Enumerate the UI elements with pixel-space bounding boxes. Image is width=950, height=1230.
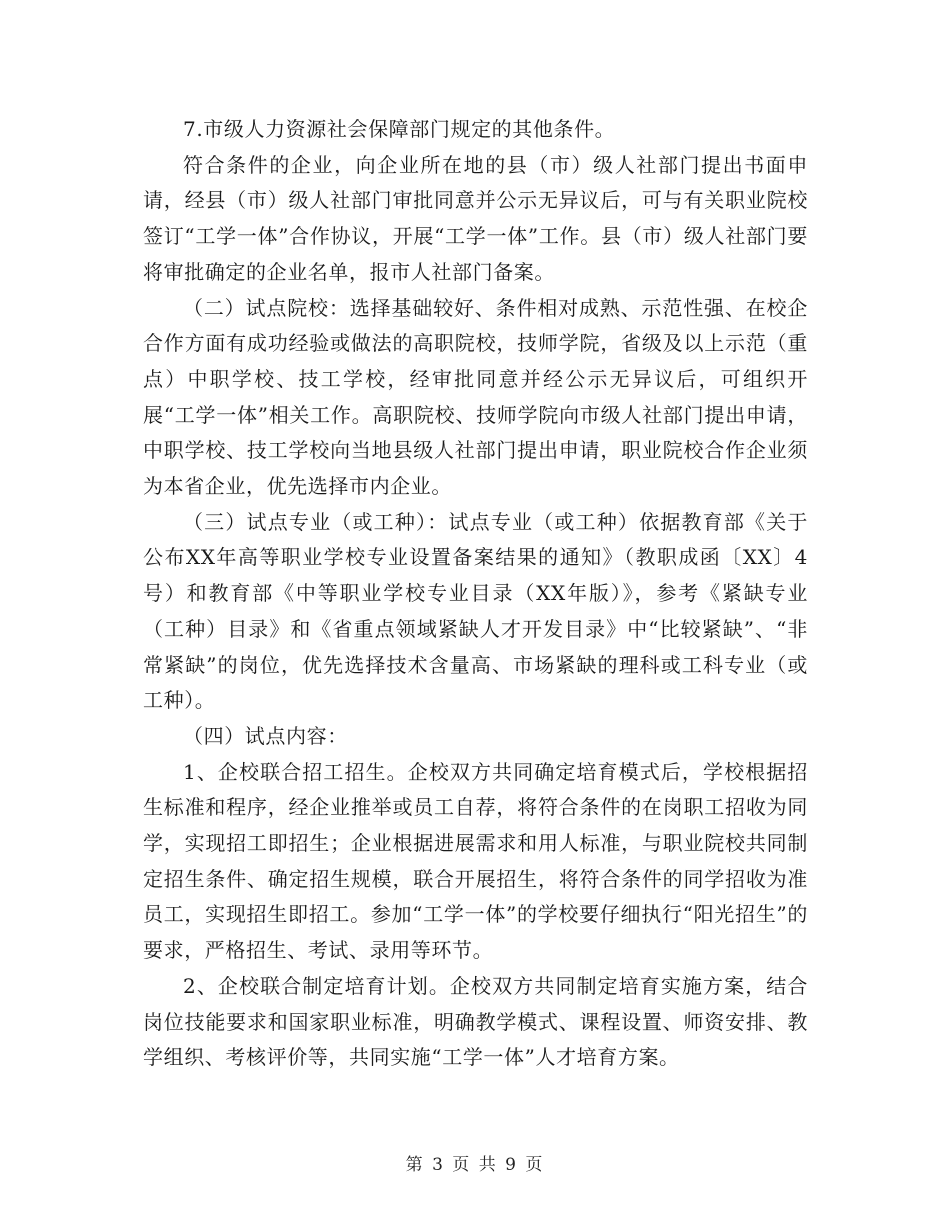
paragraph-pilot-content-heading: （四）试点内容： bbox=[183, 723, 348, 748]
paragraph-joint-training-plan: 2、企校联合制定培育计划。企校双方共同制定培育实施方案，结合岗位技能要求和国家职业标准，明确教学模式、课程设置、师资安排、教学组织、考核评价等，共同实施“工学一体”人才培育方案。 bbox=[143, 973, 808, 1070]
paragraph-joint-recruitment: 1、企校联合招工招生。企校双方共同确定培育模式后，学校根据招生标准和程序，经企业推举或员工自荐，将符合条件的在岗职工招收为同学，实现招工即招生；企业根据进展需求和用人标准，与职业院校共同制定招生条件、确定招生规模，联合开展招生，将符合条件的同学招收为准员工，实现招生即招工。参加“工学一体”的学校要仔细执行“阳光招生”的要求，严格招生、考试、录用等环节。 bbox=[143, 759, 808, 963]
document-body bbox=[143, 112, 808, 1076]
page-number-footer: 第 3 页 共 9 页 bbox=[405, 1155, 545, 1175]
paragraph-enterprise-application: 符合条件的企业，向企业所在地的县（市）级人社部门提出书面申请，经县（市）级人社部门审批同意并公示无异议后，可与有关职业院校签订“工学一体”合作协议，开展“工学一体”工作。县（市）级人社部门要将审批确定的企业名单，报市人社部门备案。 bbox=[143, 152, 808, 284]
paragraph-pilot-majors: （三）试点专业（或工种）：试点专业（或工种）依据教育部《关于公布XX年高等职业学校专业设置备案结果的通知》（教职成函〔XX〕4号）和教育部《中等职业学校专业目录（XX年版）》，参考《紧缺专业（工种）目录》和《省重点领域紧缺人才开发目录》中“比较紧缺”、“非常紧缺”的岗位，优先选择技术含量高、市场紧缺的理科或工科专业（或工种）。 bbox=[143, 509, 808, 713]
paragraph-pilot-schools: （二）试点院校：选择基础较好、条件相对成熟、示范性强、在校企合作方面有成功经验或做法的高职院校，技师学院，省级及以上示范（重点）中职学校、技工学校，经审批同意并经公示无异议后，可组织开展“工学一体”相关工作。高职院校、技师学院向市级人社部门提出申请，中职学校、技工学校向当地县级人社部门提出申请，职业院校合作企业须为本省企业，优先选择市内企业。 bbox=[143, 295, 808, 499]
paragraph-condition-7: 7.市级人力资源社会保障部门规定的其他条件。 bbox=[183, 117, 616, 141]
